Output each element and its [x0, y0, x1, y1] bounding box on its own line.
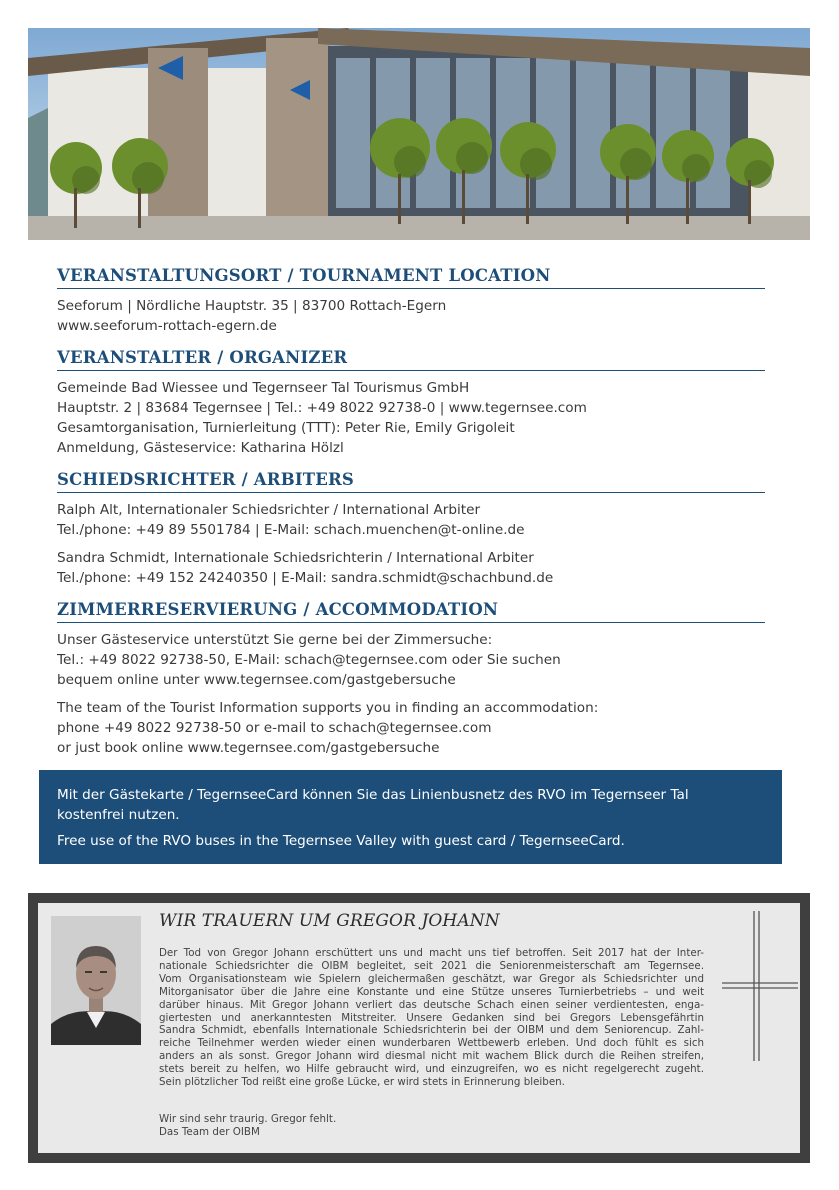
memorial-inner [38, 903, 800, 1153]
arbiter-2-name: Sandra Schmidt, Internationale Schiedsrichterin / International Arbiter [57, 550, 534, 566]
section-arbiters [57, 470, 765, 588]
section-organizer [57, 348, 765, 458]
section-accommodation [57, 600, 765, 758]
memorial-line: Sandra Schmidt, ebenfalls Internationale Schiedsrichterin bei der OIBM und dem Seniorencup. Zahl- [159, 1024, 704, 1037]
organizer-contact: Hauptstr. 2 | 83684 Tegernsee | Tel.: +49 8022 92738-0 | www.tegernsee.com [57, 400, 587, 416]
memorial-sign-line: Wir sind sehr traurig. Gregor fehlt. [159, 1113, 337, 1125]
portrait-illustration [51, 916, 141, 1045]
memorial-title: WIR TRAUERN UM GREGOR JOHANN [159, 911, 500, 931]
arbiter-1-name: Ralph Alt, Internationaler Schiedsrichter / International Arbiter [57, 502, 481, 518]
memorial-text [159, 947, 704, 1089]
accommodation-en-1: The team of the Tourist Information supports you in finding an accommodation: [57, 700, 599, 716]
section-heading: VERANSTALTER / ORGANIZER [57, 348, 765, 371]
memorial-line: Mitorganisator über die Jahre eine Konstante und eine Stütze unseres Turnierbetriebs – und weit [159, 985, 704, 998]
building-illustration [28, 28, 810, 240]
memorial-signature [159, 1113, 336, 1139]
location-website[interactable]: www.seeforum-rottach-egern.de [57, 318, 277, 334]
portrait-photo [51, 916, 141, 1045]
memorial-line: stets bereit zu helfen, wo Hilfe gebraucht wird, und einzugreifen, wo es nicht regelgerecht zugeht. [159, 1063, 704, 1076]
arbiter-1-contact: Tel./phone: +49 89 5501784 | E-Mail: schach.muenchen@t-online.de [57, 522, 525, 538]
memorial-line: reiche Teilnehmer werden wieder einen wunderbaren Wettbewerb erleben. Und doch fühlt es sich [159, 1037, 704, 1050]
section-location [57, 266, 765, 336]
info-de-1: Mit der Gästekarte / TegernseeCard können Sie das Linienbusnetz des RVO im Tegernseer Tal [57, 787, 689, 803]
section-heading: ZIMMERRESERVIERUNG / ACCOMMODATION [57, 600, 765, 623]
arbiter-2-contact: Tel./phone: +49 152 24240350 | E-Mail: sandra.schmidt@schachbund.de [57, 570, 554, 586]
organizer-registration: Anmeldung, Gästeservice: Katharina Hölzl [57, 440, 344, 456]
memorial-line: nationale Schiedsrichter die OIBM begleitet, seit 2021 die Seniorenmeisterschaft am Tegernsee. [159, 959, 704, 972]
memorial-line: anders an als sonst. Gregor Johann wird diesmal nicht mit wachem Blick durch die Reihen streifen, [159, 1050, 704, 1063]
section-heading: VERANSTALTUNGSORT / TOURNAMENT LOCATION [57, 266, 765, 289]
organizer-name: Gemeinde Bad Wiessee und Tegernseer Tal Tourismus GmbH [57, 380, 470, 396]
memorial-line: Sein plötzlicher Tod reißt eine große Lücke, er wird stets in Erinnerung bleiben. [159, 1076, 565, 1089]
accommodation-de-3: bequem online unter www.tegernsee.com/gastgebersuche [57, 672, 456, 688]
cross-icon [722, 911, 798, 1061]
accommodation-de-2: Tel.: +49 8022 92738-50, E-Mail: schach@tegernsee.com oder Sie suchen [57, 652, 561, 668]
memorial-line: giertesten und anerkanntesten Mitstreiter. Unsere Gedanken sind bei Gregors Lebensgefährtin [159, 1011, 704, 1024]
organizer-management: Gesamtorganisation, Turnierleitung (TTT): Peter Rie, Emily Grigoleit [57, 420, 515, 436]
accommodation-en-2: phone +49 8022 92738-50 or e-mail to schach@tegernsee.com [57, 720, 492, 736]
memorial-sign-line: Das Team der OIBM [159, 1126, 260, 1138]
info-de-2: kostenfrei nutzen. [57, 807, 180, 823]
memorial-line: darüber hinaus. Mit Gregor Johann verliert das deutsche Schach einen seiner verdientesten, enga- [159, 998, 704, 1011]
accommodation-de-1: Unser Gästeservice unterstützt Sie gerne bei der Zimmersuche: [57, 632, 493, 648]
memorial-box [28, 893, 810, 1163]
guest-card-info-box [39, 770, 782, 864]
info-en: Free use of the RVO buses in the Tegernsee Valley with guest card / TegernseeCard. [57, 833, 625, 849]
hero-photo-seeforum [28, 28, 810, 240]
location-address: Seeforum | Nördliche Hauptstr. 35 | 83700 Rottach-Egern [57, 298, 447, 314]
accommodation-en-3: or just book online www.tegernsee.com/gastgebersuche [57, 740, 440, 756]
memorial-line: Vom Organisationsteam wie Spielern gleichermaßen geschätzt, war Gregor als Schiedsrichter und [159, 972, 704, 985]
section-heading: SCHIEDSRICHTER / ARBITERS [57, 470, 765, 493]
memorial-line: Der Tod von Gregor Johann erschüttert uns und macht uns tief betroffen. Seit 2017 hat der Inter- [159, 947, 704, 959]
